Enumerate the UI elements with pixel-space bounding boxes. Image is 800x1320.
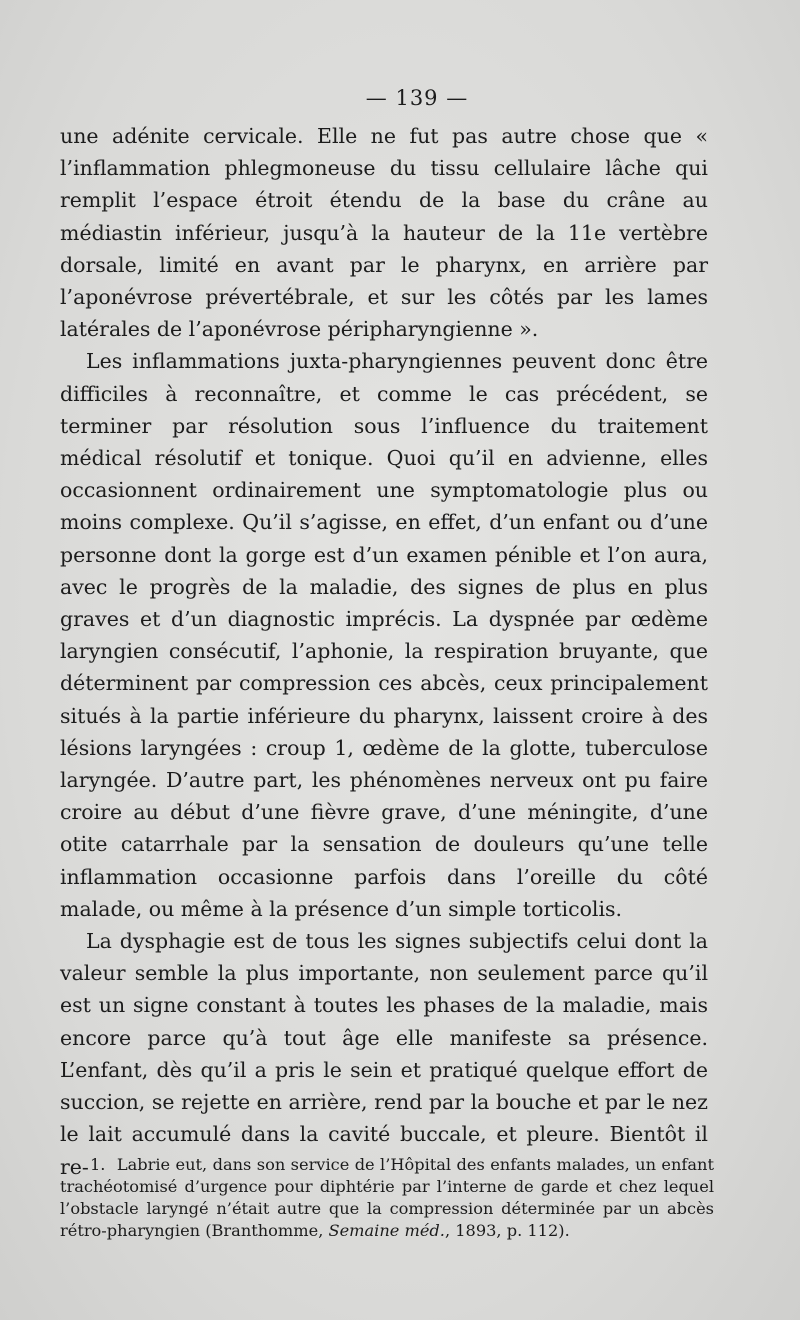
paragraph-2: Les inflammations juxta-pharyngiennes peuvent donc être difficiles à reconnaître, et comme le cas précédent, se terminer par résolution sous l’influence du traitement médical résolutif et tonique. Quoi qu’il en advienne, elles occasionnent ordinairement une symptomatologie plus ou moins complexe. Qu’il s’agisse, en effet, d’un enfant ou d’une personne dont la gorge est d’un examen pénible et l’on aura, avec le progrès de la maladie, des signes de plus en plus graves et d’un diagnostic imprécis. La dyspnée par œdème laryngien consécutif, l’aphonie, la respiration bruyante, que déterminent par compression ces abcès, ceux principalement situés à la partie inférieure du pharynx, laissent croire à des lésions laryngées : croup 1, œdème de la glotte, tuberculose laryngée. D’autre part, les phénomènes nerveux ont pu faire croire au début d’une fièvre grave, d’une méningite, d’une otite catarrhale par la sensation de douleurs qu’une telle inflammation occasionne parfois dans l’oreille du côté malade, ou même à la présence d’un simple torticolis. — [60, 349, 708, 921]
page-number: — 139 — — [365, 86, 469, 110]
paragraph-3: La dysphagie est de tous les signes subjectifs celui dont la valeur semble la plus importante, non seulement parce qu’il est un signe constant à toutes les phases de la maladie, mais encore parce qu’à tout âge elle manifeste sa présence. L’enfant, dès qu’il a pris le sein et pratiqué quelque effort de succion, se rejette en arrière, rend par la bouche et par le nez le lait accumulé dans la cavité buccale, et pleure. Bientôt il re- — [60, 929, 708, 1179]
footnote-citation: , 1893, p. 112). — [444, 1221, 570, 1240]
main-text — [60, 120, 708, 1183]
footnote-journal: Semaine méd. — [328, 1221, 445, 1240]
footnote-text: Labrie eut, dans son service de l’Hôpital des enfants malades, un enfant trachéotomisé d’urgence pour diphtérie par l’interne de garde et chez lequel l’obstacle laryngé n’était autre que la compression déterminée par un abcès rétro-pharyngien (Branthomme, — [60, 1155, 714, 1240]
footnote-number: 1. — [90, 1155, 106, 1174]
footnote — [60, 1154, 714, 1242]
paragraph-1: une adénite cervicale. Elle ne fut pas autre chose que « l’inflammation phlegmoneuse du tissu cellulaire lâche qui remplit l’espace étroit étendu de la base du crâne au médiastin inférieur, jusqu’à la hauteur de la 11e vertèbre dorsale, limité en avant par le pharynx, en arrière par l’aponévrose prévertébrale, et sur les côtés par les lames latérales de l’aponévrose péripharyngienne ». — [60, 124, 708, 342]
page-body — [60, 86, 708, 1183]
